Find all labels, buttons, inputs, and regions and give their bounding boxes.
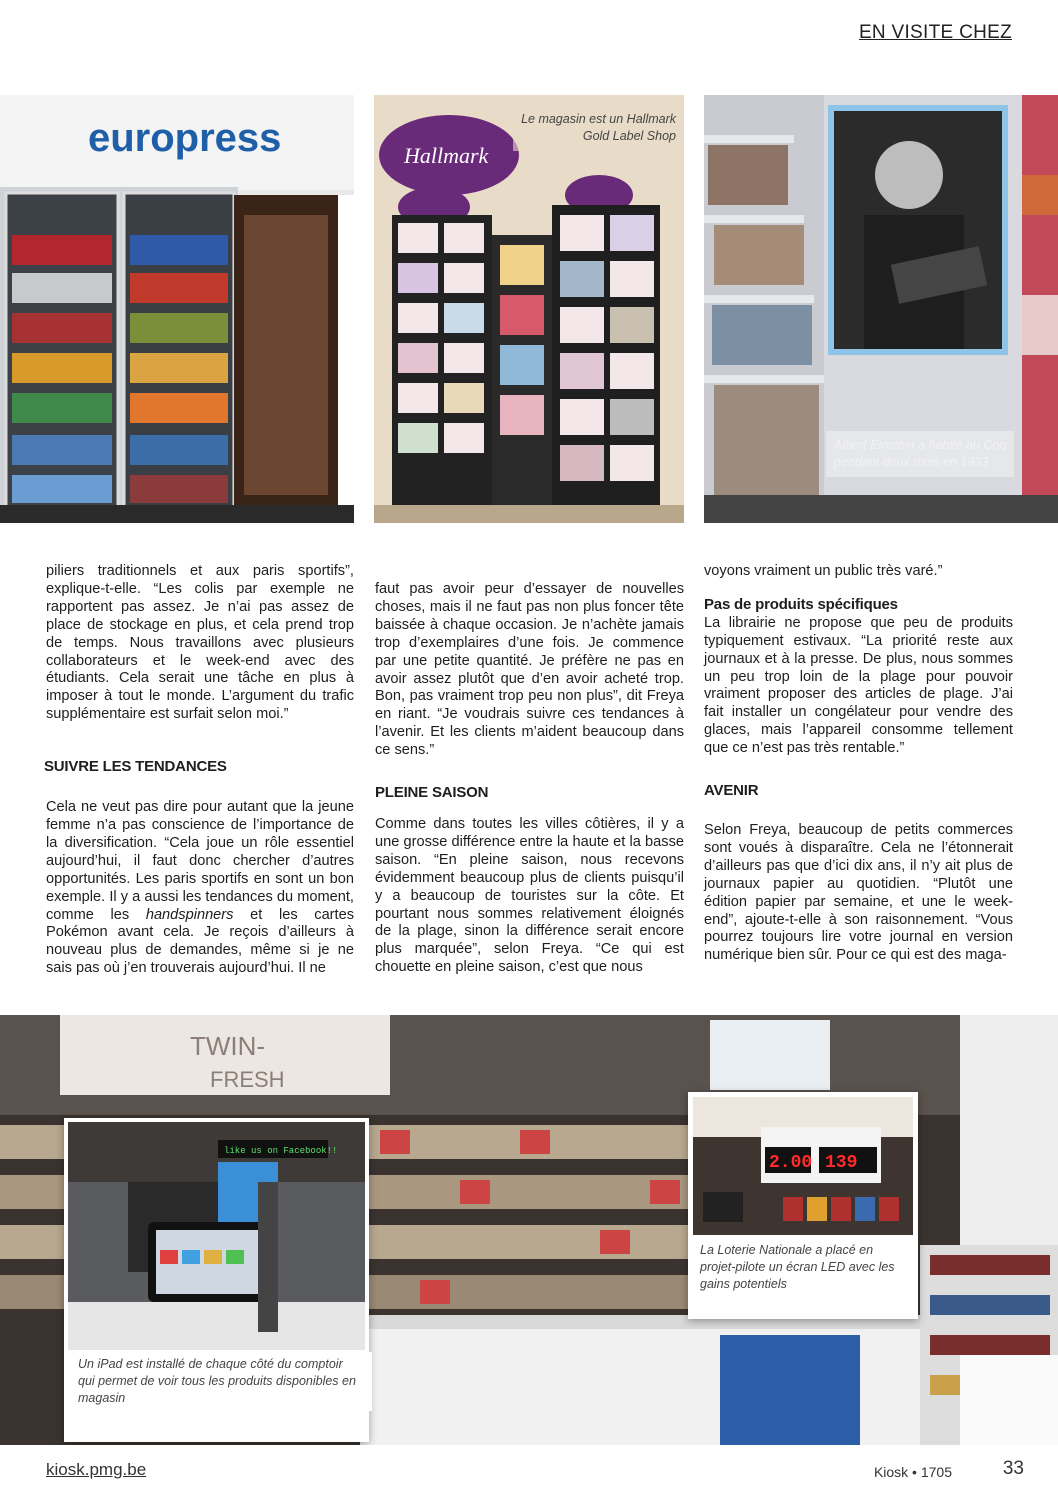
caption-line: gains potentiels bbox=[700, 1277, 787, 1291]
page-number: 33 bbox=[1002, 1458, 1024, 1479]
paragraph bbox=[46, 799, 354, 978]
paragraph: voyons vraiment un public très varé.” bbox=[704, 563, 943, 579]
ipad-caption bbox=[70, 1352, 372, 1411]
paragraph: Selon Freya, beaucoup de petits commerces sont voués à disparaître. Cela ne l’étonnerait d’ailleurs pas que d’ici dix ans, il n’y ait plus de journaux papier au quotidien. “Plutôt une édition papier par semaine, et une le week-end”, ajoute-t-elle à son raisonnement. “Vous pourrez toujours lire votre journal en version numérique bien sûr. Pour ce qui est des maga- bbox=[704, 821, 1013, 964]
footer-url-link[interactable]: kiosk.pmg.be bbox=[46, 1460, 147, 1479]
paragraph: piliers traditionnels et aux paris sportifs”, explique-t-elle. “Les colis par exemple ne rapportent pas assez. Je n’ai pas assez de place de stockage en plus, et cela prend trop de temps. Nous travaillons avec plusieurs collaborateurs et le week-end avec des étudiants. Cela serait une tâche en plus à imposer à tout le monde. L’argument du trafic supplémentaire est surfait selon moi.” bbox=[46, 563, 354, 723]
subheading: PLEINE SAISON bbox=[375, 784, 489, 802]
caption-line: Le magasin est un Hallmark bbox=[521, 112, 676, 126]
subheading: AVENIR bbox=[704, 782, 759, 800]
caption-line: qui permet de voir tous les produits disponibles en bbox=[78, 1374, 356, 1388]
paragraph: faut pas avoir peur d’essayer de nouvelles choses, mais il ne faut pas non plus foncer tête baissée à chaque occasion. Je n’achète jamais trop d’exemplaires d’une fois. Je commence par une petite quantité. Je préfère ne pas en avoir assez plutôt que d’en avoir acheté trop. Bon, pas vraiment trop peu non plus”, dit Freya en riant. “Je voudrais suivre ces tendances à l’avenir. Et les clients m’aident beaucoup dans ce sens.” bbox=[375, 581, 684, 759]
caption-line: magasin bbox=[78, 1391, 126, 1405]
caption-line: Un iPad est installé de chaque côté du comptoir bbox=[78, 1357, 343, 1371]
hallmark-caption bbox=[513, 105, 684, 151]
einstein-caption bbox=[826, 431, 1014, 477]
photo-hallmark bbox=[374, 95, 684, 523]
text-run: Cela ne veut pas dire pour autant que la jeune femme n’a pas conscience de l’importance de la diversification. “Cela joue un rôle essentiel aujourd’hui, il faut donc chercher d’autres opportunités. Les paris sportifs en sont un bon exemple. Il y a aussi les tendances du moment, comme les bbox=[46, 799, 354, 923]
article-column-1 bbox=[46, 563, 354, 978]
inset-ipad bbox=[64, 1118, 369, 1442]
article-column-3 bbox=[704, 563, 1013, 965]
text-run-italic: handspinners bbox=[145, 906, 234, 923]
svg-text:TWIN-: TWIN- bbox=[190, 1031, 266, 1061]
paragraph: La librairie ne propose que peu de produits typiquement estivaux. “La priorité reste aux journaux et à la presse. De plus, nous sommes un peu trop loin de la plage pour pouvoir vraiment proposer des articles de plage. J’ai fait installer un congélateur pour vendre des glaces, mais l’appareil consomme tellement que ce n’est pas très rentable.” bbox=[704, 614, 1013, 757]
footer-magazine-issue: Kiosk • 1705 bbox=[873, 1464, 952, 1480]
loterie-caption bbox=[694, 1238, 916, 1297]
paragraph: Comme dans toutes les villes côtières, il y a une grosse différence entre la haute et la basse saison. “En pleine saison, nous recevons évidemment beaucoup plus de clients puisqu’il y a beaucoup de touristes sur la côte. Et pourtant nous sommes relativement éloignés de la plage, sinon la différence serait encore plus marquée”, selon Freya. “Ce qui est chouette en pleine saison, c’est que nous bbox=[375, 815, 684, 976]
inset-loterie-led bbox=[688, 1092, 918, 1319]
subheading: Pas de produits spécifiques bbox=[704, 595, 898, 613]
article-column-2 bbox=[375, 581, 684, 977]
caption-line: projet-pilote un écran LED avec les bbox=[700, 1260, 895, 1274]
europress-sign: europress bbox=[88, 116, 282, 160]
caption-line: La Loterie Nationale a placé en bbox=[700, 1243, 874, 1257]
caption-line: Gold Label Shop bbox=[582, 129, 676, 143]
svg-text:FRESH: FRESH bbox=[210, 1067, 285, 1092]
ticker-text: like us on Facebook!! bbox=[224, 1146, 338, 1156]
led-price: 2.00 bbox=[769, 1153, 813, 1173]
caption-line: pendant deux mois en 1933 bbox=[834, 455, 989, 469]
text-run: et les cartes Pokémon avant cela. Je reçois d’ailleurs à nouveau plus de demandes, même si je ne sais pas où j’en trouverais aujourd’hui. Il ne bbox=[46, 906, 355, 977]
photo-europress bbox=[0, 95, 354, 523]
caption-line: Albert Einstein a habité au Coq bbox=[834, 438, 1007, 452]
subheading: SUIVRE LES TENDANCES bbox=[44, 758, 227, 776]
section-tag: EN VISITE CHEZ bbox=[858, 22, 1012, 43]
led-gain: 139 bbox=[825, 1153, 858, 1173]
photo-einstein bbox=[704, 95, 1058, 523]
hallmark-sign: Hallmark bbox=[404, 143, 489, 168]
